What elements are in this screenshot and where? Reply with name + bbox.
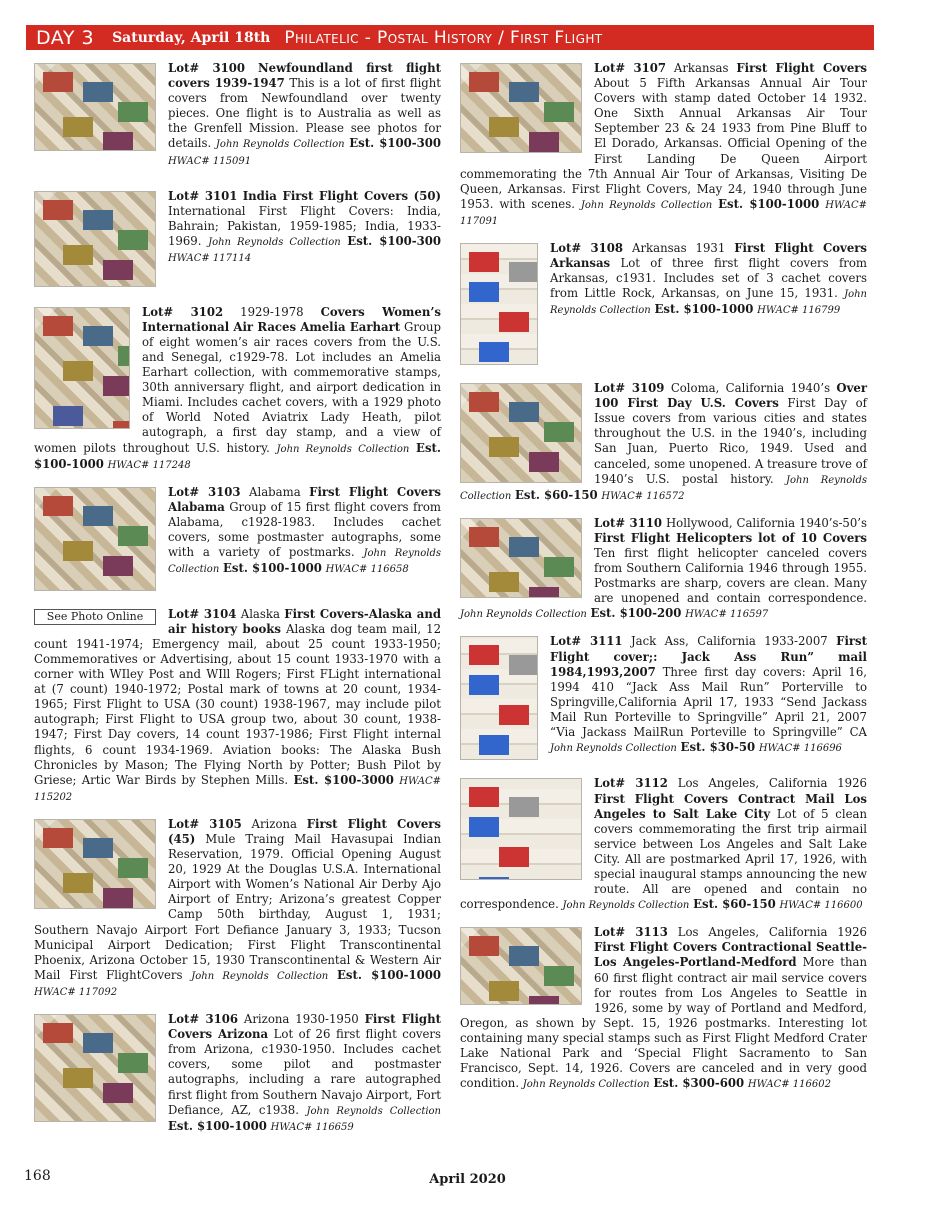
lot-collection: John Reynolds Collection	[550, 289, 867, 317]
lot-3108	[460, 241, 867, 369]
lot-photo[interactable]	[460, 243, 538, 365]
lot-number: Lot# 3111	[550, 634, 623, 649]
lot-number: Lot# 3102	[142, 304, 224, 319]
see-photo-online-button[interactable]: See Photo Online	[34, 609, 156, 625]
lot-pre: Los Angeles, California 1926	[677, 776, 867, 791]
lot-estimate: Est. $100-1000	[168, 1118, 267, 1133]
lot-estimate: Est. $100-1000	[718, 196, 820, 211]
lot-description: Lot of three first flight covers from Arkansas, c1931. Includes set of 3 cachet covers from Little Rock, Arkansas, on June 15, 1931.	[550, 256, 868, 301]
lot-pre: Alabama	[249, 484, 301, 499]
lot-collection: John Reynolds Collection	[460, 609, 587, 621]
lot-collection: John Reynolds Collection	[306, 1105, 441, 1117]
lot-pre: Arizona	[251, 816, 297, 831]
lot-3102	[34, 305, 441, 473]
lot-title: First Flight Covers	[736, 61, 868, 75]
lot-collection: John Reynolds Collection	[460, 474, 867, 502]
lot-3110	[460, 516, 867, 623]
lot-number: Lot# 3103	[168, 484, 241, 499]
lot-pre: Arizona 1930-1950	[243, 1012, 359, 1027]
lot-photo[interactable]	[34, 819, 156, 909]
lot-estimate: Est. $300-600	[653, 1076, 745, 1091]
lot-pre: Coloma, California 1940’s	[670, 381, 831, 396]
lot-collection: John Reynolds Collection	[168, 548, 441, 576]
lot-number: Lot# 3112	[594, 776, 668, 791]
lot-photo[interactable]	[34, 191, 156, 287]
lot-description: More than 60 first flight contract air mail service covers for routes from Los Angeles to Seattle in 1926, some by way of Portland and Medford, Oregon, as shown by Sept. 15, 1926 postmarks. Interesting lot containing many special stamps such as First Flight Medford Crater Lake National Park and ‘Special Flight Sacramento to San Francisco, Sept. 14, 1926. Covers are canceled and in very good condition.	[460, 955, 867, 1091]
lot-3105	[34, 817, 441, 1000]
lot-description: Group of 15 first flight covers from Alabama, c1928-1983. Includes cachet covers, some postmaster autographs, some with a variety of postmarks.	[168, 499, 442, 560]
lot-number: Lot# 3105	[168, 816, 242, 831]
lot-photo[interactable]	[460, 63, 582, 153]
lot-hwac: HWAC# 115202	[34, 775, 442, 803]
lot-hwac: HWAC# 116799	[757, 305, 841, 317]
lot-pre: Alaska	[240, 606, 280, 621]
lot-description: Ten first flight helicopter canceled covers from Southern California 1946 through 1955. Postmarks are sharp, covers are clean. Many are unopened and contain correspondence.	[594, 545, 867, 606]
lot-photo[interactable]	[460, 383, 582, 483]
right-column	[460, 61, 867, 1104]
lot-description: International First Flight Covers: India, Bahrain; Pakistan, 1959-1985; India, 1933-1969.	[168, 203, 441, 248]
lot-pre: Jack Ass, California 1933-2007	[630, 634, 828, 649]
lot-title: India First Flight Covers (50)	[242, 188, 442, 203]
lot-collection: John Reynolds Collection	[562, 900, 690, 912]
lot-photo[interactable]	[460, 636, 538, 760]
lot-hwac: HWAC# 116696	[758, 743, 842, 755]
lot-estimate: Est. $100-3000	[293, 772, 394, 787]
lot-3107	[460, 61, 867, 229]
lot-hwac: HWAC# 116659	[270, 1121, 354, 1133]
lot-estimate: Est. $60-150	[693, 897, 776, 912]
lot-number: Lot# 3113	[594, 925, 668, 940]
lot-photo[interactable]	[34, 1014, 156, 1122]
lot-hwac: HWAC# 117092	[34, 986, 118, 998]
lot-description: Three first day covers: April 16, 1994 410 “Jack Ass Mail Run” Porterville to Springville,California April 17, 1933 “Send Jackass Mail Run Porteville to Springville” April 21, 2007 “Via Jackass MailRun Porteville to Springville” CA	[550, 664, 867, 739]
category-title: Philatelic - Postal History / First Flight	[284, 27, 603, 48]
lot-estimate: Est. $100-1000	[337, 967, 441, 982]
lot-description: Lot of 5 clean covers commemorating the first trip airmail service between Los Angeles and Salt Lake City. All are postmarked April 17, 1926, with special inaugural stamps announcing the new route. All are opened and contain no correspondence.	[460, 806, 867, 912]
lot-description: Alaska dog team mail, 12 count 1941-1974; Emergency mail, about 25 count 1933-1950; Commemoratives or Advertising, about 15 count 1933-1970 with a corner with WIley Post and WIll Rogers; First FLight international at (7 count) 1940-1972; Postal mark of towns at 20 count, 1934-1965; First Flight to USA (30 count) 1938-1967, may include pilot autograph; First Flight to USA group two, about 30 count, 1938-1947; First Day covers, 14 count 1937-1986; First Flight internal flights, 6 count 1934-1969. Aviation books: The Alaska Bush Chronicles by Mason; The Flying North by Potter; Bush Pilot by Griese; Artic War Birds by Stephen Mills.	[34, 621, 441, 787]
lot-hwac: HWAC# 117248	[107, 459, 191, 471]
lot-collection: John Reynolds Collection	[276, 443, 410, 455]
lot-pre: Arkansas	[673, 61, 729, 75]
lot-estimate: Est. $60-150	[514, 487, 598, 502]
lot-title: First Flight Covers Arizona	[168, 1012, 441, 1042]
lot-estimate: Est. $30-50	[680, 740, 756, 755]
lot-collection: John Reynolds Collection	[215, 139, 345, 151]
lot-3101	[34, 189, 441, 291]
lot-description: About 5 Fifth Arkansas Annual Air Tour Covers with stamp dated October 14 1932. One Sixth Annual Arkansas Air Tour September 23 & 24 1933 from Pine Bluff to El Dorado, Arkansas. Official Opening of the First Landing De Queen Airport commemorating the 7th Annual Air Tour of Arkansas, Visiting De Queen, Arkansas. First Flight Covers, May 24, 1940 through June 1953. with scenes.	[460, 76, 867, 211]
lot-number: Lot# 3110	[594, 515, 663, 530]
lot-title: First Flight Covers Contractional Seattle-Los Angeles-Portland-Medford	[594, 940, 867, 970]
lot-number: Lot# 3100	[168, 61, 246, 75]
footer-date: April 2020	[429, 1172, 506, 1187]
lot-hwac: HWAC# 116600	[779, 900, 863, 912]
lot-estimate: Est. $100-1000	[222, 561, 322, 576]
lot-number: Lot# 3108	[550, 241, 624, 256]
lot-photo[interactable]	[460, 778, 582, 880]
auction-day: DAY 3	[36, 26, 95, 49]
lot-estimate: Est. $100-1000	[34, 440, 442, 471]
lot-estimate: Est. $100-200	[590, 606, 682, 621]
lot-3109	[460, 381, 867, 504]
lot-title: Covers Women’s International Air Races Amelia Earhart	[142, 304, 441, 334]
lot-photo[interactable]	[460, 927, 582, 1005]
left-column	[34, 61, 441, 1147]
lot-3112	[460, 776, 867, 913]
lot-description: This is a lot of first flight covers from Newfoundland over twenty pieces. One flight is to Australia as well as the Grenfell Mission. Please see photos for details.	[168, 76, 442, 151]
lot-pre: Los Angeles, California 1926	[677, 925, 867, 940]
lot-3106	[34, 1012, 441, 1135]
lot-title: Over 100 First Day U.S. Covers	[594, 381, 867, 411]
lot-title: First Flight Covers Alabama	[168, 484, 441, 514]
lot-photo[interactable]	[34, 63, 156, 151]
lot-3100	[34, 61, 441, 169]
lot-collection: John Reynolds Collection	[191, 970, 329, 982]
lot-hwac: HWAC# 116597	[685, 609, 769, 621]
lot-3104	[34, 607, 441, 805]
lot-description: First Day of Issue covers from various cities and states throughout the U.S. in the 1940’s, including San Juan, Puerto Rico, 1949. Used and canceled, some unopened. A treasure trove of 1940’s U.S. postal history.	[594, 396, 867, 486]
lot-collection: John Reynolds Collection	[208, 236, 341, 248]
lot-photo[interactable]	[34, 487, 156, 591]
lot-photo[interactable]	[34, 307, 130, 429]
lot-estimate: Est. $100-300	[347, 233, 441, 248]
lot-hwac: HWAC# 117091	[460, 199, 868, 227]
lot-number: Lot# 3104	[168, 606, 237, 621]
lot-description: Mule Traing Mail Havasupai Indian Reservation, 1979. Official Opening August 20, 1929 At the Douglas U.S.A. International Airport with Women’s National Air Derby Ajo Airport of Entry; Arizona’s greatest Copper Camp 50th birthday, August 1, 1931; Southern Navajo Airport Fort Defiance January 3, 1933; Tucson Municipal Airport Dedication; First Flight Transcontinental Phoenix, Arizona October 15, 1930 Transcontinental & Western Air Mail First FlightCovers	[34, 832, 442, 982]
lot-number: Lot# 3101	[168, 188, 238, 203]
lot-title: Newfoundland first flight covers 1939-1947	[168, 61, 441, 91]
lot-number: Lot# 3109	[594, 381, 665, 396]
lot-hwac: HWAC# 115091	[168, 155, 252, 167]
lot-collection: John Reynolds Collection	[522, 1079, 650, 1091]
lot-title: First Flight Covers (45)	[168, 816, 442, 846]
lot-pre: Hollywood, California 1940’s-50’s	[665, 515, 868, 530]
lot-title: First Flight Covers Contract Mail Los Angeles to Salt Lake City	[594, 791, 867, 821]
lot-title: First Flight Covers Arkansas	[550, 241, 868, 271]
lot-title: First Flight Helicopters lot of 10 Covers	[594, 530, 867, 545]
lot-title: First Flight cover;: Jack Ass Run” mail 1984,1993,2007	[550, 634, 868, 679]
lot-estimate: Est. $100-300	[349, 136, 441, 151]
lot-hwac: HWAC# 116658	[325, 564, 409, 576]
lot-hwac: HWAC# 116572	[601, 490, 685, 502]
lot-hwac: HWAC# 117114	[168, 253, 252, 265]
lot-3111	[460, 634, 867, 764]
lot-3103	[34, 485, 441, 595]
lot-pre: 1929-1978	[240, 304, 304, 319]
lot-title: First Covers-Alaska and air history books	[168, 606, 441, 636]
lot-pre: Arkansas 1931	[632, 241, 726, 256]
lot-description: Lot of 26 first flight covers from Arizona, c1930-1950. Includes cachet covers, some pilot and postmaster autographs, including a rare autographed first flight from Southern Navajo Airport, Fort Defiance, AZ, c1938.	[168, 1027, 441, 1117]
lot-hwac: HWAC# 116602	[747, 1079, 831, 1091]
lot-collection: John Reynolds Collection	[550, 743, 677, 755]
page-number: 168	[24, 1168, 51, 1184]
lot-photo[interactable]	[460, 518, 582, 598]
page-header-banner	[26, 25, 874, 50]
lot-description: Group of eight women’s air races covers from the U.S. and Senegal, c1929-78. Lot includes an Amelia Earhart collection, with commemorative stamps, 30th anniversary flight, and airport dedication in Miami. Includes cachet covers, with a 1929 photo of World Noted Aviatrix Lady Heath, pilot autograph, a first day stamp, and a view of women pilots throughout U.S. history.	[34, 319, 442, 455]
lot-3113	[460, 925, 867, 1092]
lot-number: Lot# 3107	[594, 61, 666, 75]
lot-number: Lot# 3106	[168, 1012, 238, 1027]
auction-date: Saturday, April 18th	[112, 29, 271, 46]
lot-collection: John Reynolds Collection	[580, 199, 713, 211]
lot-estimate: Est. $100-1000	[654, 302, 754, 317]
